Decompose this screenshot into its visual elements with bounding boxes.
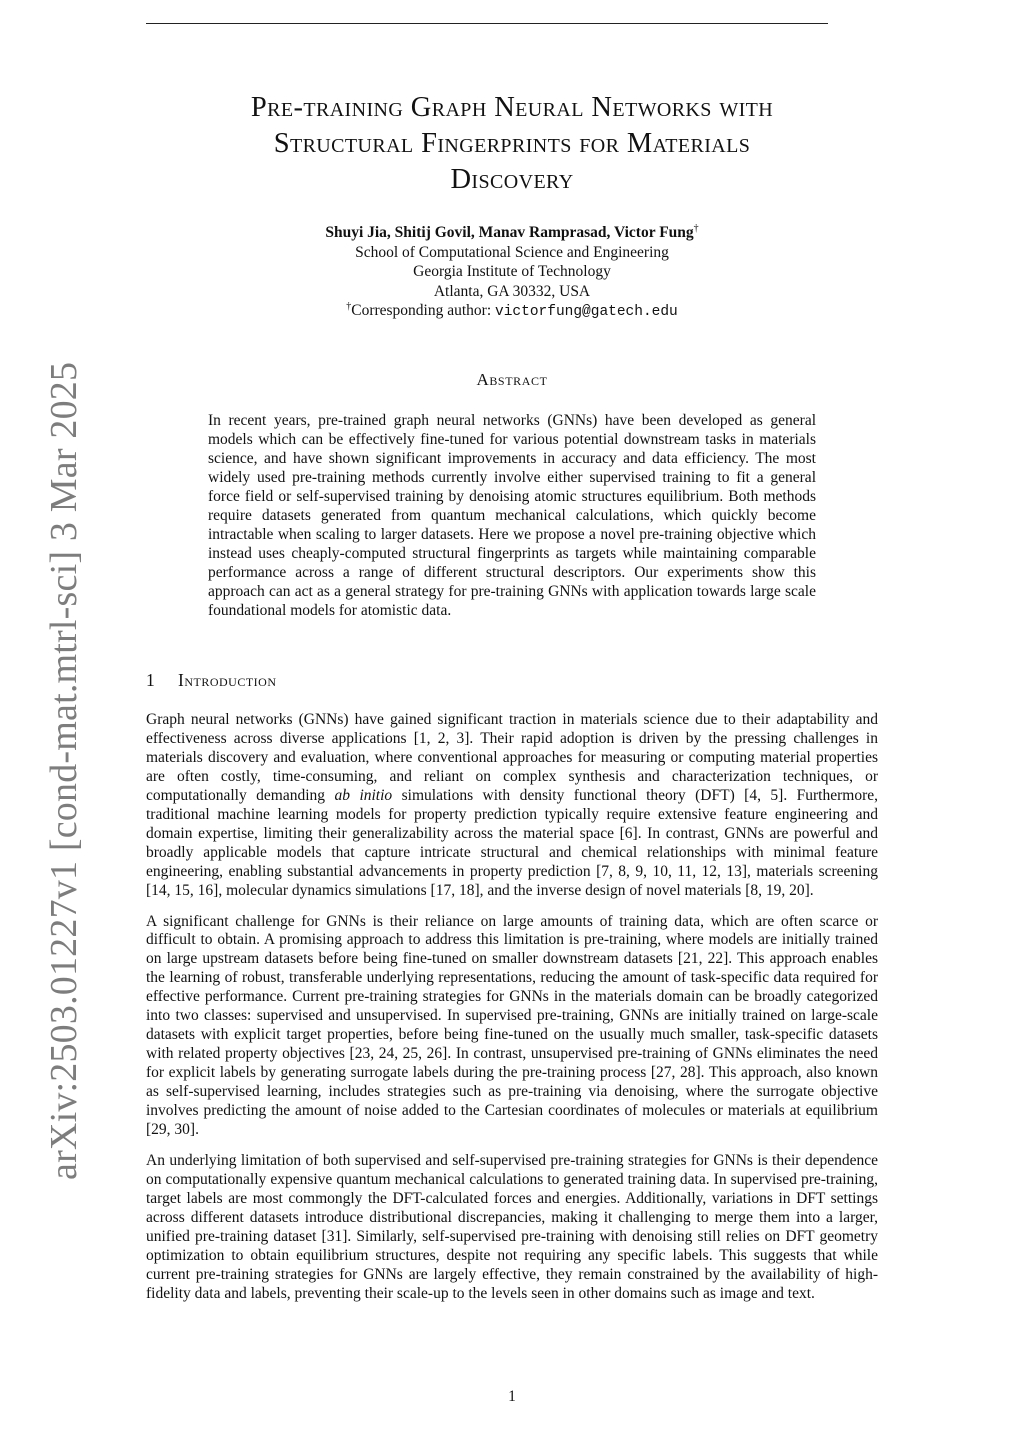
section-title: Introduction <box>178 670 277 690</box>
author-list <box>146 223 878 243</box>
paragraph-text: Graph neural networks (GNNs) have gained significant traction in materials science due to their adaptability and effectiveness across diverse applications [1, 2, 3]. Their rapid adoption is driven by the pressing challenges in materials discovery and evaluation, where conventional approaches for measuring or computing material properties are often costly, time-consuming, and reliant on complex synthesis and characterization techniques, or computationally demanding <box>146 711 878 804</box>
author-block <box>146 223 878 323</box>
affiliation-line: Georgia Institute of Technology <box>413 263 611 281</box>
paper-title <box>146 90 878 198</box>
paragraph-text: simulations with density functional theory (DFT) [4, 5]. Furthermore, traditional machine learning models for property prediction typically require extensive feature engineering and domain expertise, limiting their generalizability across the material space [6]. In contrast, GNNs are powerful and broadly applicable models that capture intricate structural and chemical relationships with minimal feature engineering, enabling substantial advancements in property prediction [7, 8, 9, 10, 11, 12, 13], materials screening [14, 15, 16], molecular dynamics simulations [17, 18], and the inverse design of novel materials [8, 19, 20]. <box>146 786 878 899</box>
title-line: Structural Fingerprints for Materials <box>273 128 751 159</box>
header-rule <box>146 23 828 24</box>
author-email-link[interactable]: victorfung@gatech.edu <box>495 304 678 321</box>
abstract-heading: Abstract <box>476 370 548 389</box>
abstract-text: In recent years, pre-trained graph neural networks (GNNs) have been developed as general models which can be effectively fine-tuned for various potential downstream tasks in materials science, and have shown significant improvements in accuracy and data efficiency. The most widely used pre-training methods currently involve either supervised training to fit a general force field or self-supervised training by denoising atomic structures equilibrium. Both methods require datasets generated from quantum mechanical calculations, which quickly become intractable when scaling to larger datasets. Here we propose a novel pre-training objective which instead uses cheaply-computed structural fingerprints as targets while maintaining comparable performance across a range of different structural descriptors. Our experiments show this approach can act as a general strategy for pre-training GNNs with application towards large scale foundational models for atomistic data. <box>208 412 816 619</box>
page-number: 1 <box>508 1388 516 1405</box>
body-text <box>146 711 878 1316</box>
affiliation-line: School of Computational Science and Engineering <box>355 243 669 261</box>
correspondence-label: Corresponding author: <box>351 302 496 320</box>
arxiv-identifier[interactable]: arXiv:2503.01227v1 [cond-mat.mtrl-sci] 3 Mar 2025 <box>43 361 85 1180</box>
title-line: Pre-training Graph Neural Networks with <box>250 92 774 123</box>
paragraph: An underlying limitation of both supervised and self-supervised pre-training strategies for GNNs is their dependence on computationally expensive quantum mechanical calculations to generated training data. In supervised pre-training, target labels are most commongly the DFT-calculated forces and energies. Additionally, variations in DFT settings across different datasets introduce distributional discrepancies, making it challenging to merge them into a larger, unified pre-training dataset [31]. Similarly, self-supervised pre-training with denoising still relies on DFT geometry optimization to obtain equilibrium structures, despite not requiring any specific labels. This suggests that while current pre-training strategies for GNNs are largely effective, they remain constrained by the availability of high-fidelity data and labels, preventing their scale-up to the levels seen in other domains such as image and text. <box>146 1151 878 1302</box>
paragraph: A significant challenge for GNNs is their reliance on large amounts of training data, which are often scarce or difficult to obtain. A promising approach to address this limitation is pre-training, where models are initially trained on large upstream datasets before being fine-tuned on smaller downstream datasets [21, 22]. This approach enables the learning of robust, transferable underlying representations, reducing the amount of task-specific data required for effective performance. Current pre-training strategies for GNNs in the materials domain can be broadly categorized into two classes: supervised and unsupervised. In supervised pre-training, GNNs are initially trained on large-scale datasets with explicit target properties, before being fine-tuned on the usually much smaller, task-specific datasets with related property objectives [23, 24, 25, 26]. In contrast, unsupervised pre-training of GNNs eliminates the need for explicit labels by generating surrogate labels during the pre-training process [27, 28]. This approach, also known as self-supervised learning, includes strategies such as pre-training via denoising, where the surrogate objective involves predicting the amount of noise added to the Cartesian coordinates of molecules or materials at equilibrium [29, 30]. <box>146 912 878 1139</box>
paragraph-italic-text: ab initio <box>334 786 393 804</box>
section-number: 1 <box>146 670 156 690</box>
affiliation-line: Atlanta, GA 30332, USA <box>433 282 591 300</box>
title-line: Discovery <box>450 164 574 195</box>
correspondence-line <box>146 301 878 323</box>
section-heading <box>146 670 546 691</box>
authors: Shuyi Jia, Shitij Govil, Manav Ramprasad, Victor Fung <box>325 224 694 241</box>
correspondence-mark: † <box>346 301 352 313</box>
paragraph <box>146 711 878 901</box>
corresponding-mark: † <box>693 222 699 234</box>
